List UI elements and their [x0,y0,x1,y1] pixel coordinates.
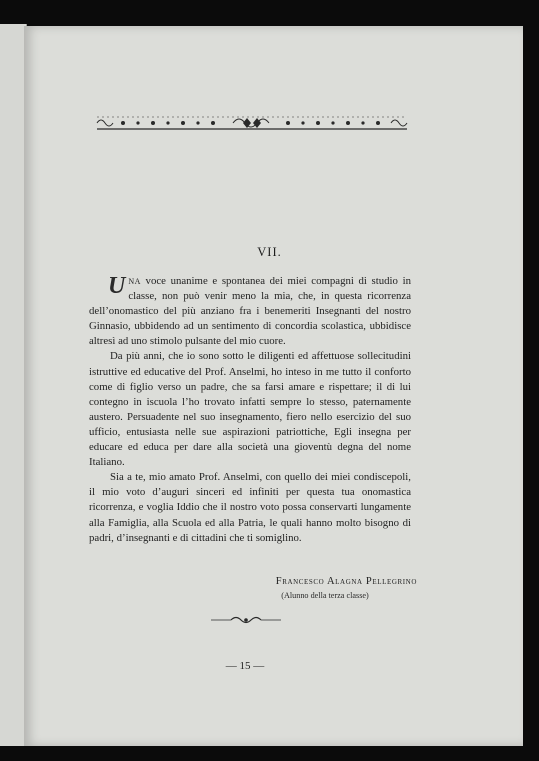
paragraph-1 [89,274,411,349]
drop-cap: U [108,273,126,299]
paragraph-2: Da più anni, che io sono sotto le diligenti ed affettuose sollecitudini istruttive ed educative del Prof. Anselmi, ho inteso in me tutto il conforto come di figlio verso un padre, che sa farsi amare e rispettare; il di lui contegno in iscuola l’ho trovato infatti sempre lo stesso, paternamente austero. Persuadente nel suo insegnamento, fiero nello esercizio del suo ufficio, entusiasta nelle sue aspirazioni patriottiche, Egli insegna per educare ed educa per dare alla società una gioventù degna del nome Italiano. [89,350,411,469]
page-number: — 15 — [225,660,265,672]
author-signature: Francesco Alagna Pellegrino [275,576,417,587]
facing-page-edge [0,24,27,746]
letter-body [89,274,411,546]
author-note: (Alunno della terza classe) [281,591,369,600]
decorative-header-border [93,113,411,133]
lead-word: na [128,275,141,287]
paragraph-1-text: voce unanime e spontanea dei miei compagni di studio in classe, non può venir meno la mia, che, in questa ricorrenza dell’onomastico del più anziano fra i benemeriti Insegnanti del nostro Ginnasio, ubbidendo ad un sentimento di concordia scolastica, ubbidisce altresì ad uno stimolo pulsante del mio cuore. [89,275,411,348]
paragraph-3: Sia a te, mio amato Prof. Anselmi, con quello dei miei condiscepoli, il mio voto d’auguri sinceri ed infiniti per questa tua onomastica ricorrenza, e voglia Iddio che il nostro voto possa conservarti lungamente alla Famiglia, alla Scuola ed alla Patria, le quali hanno molto bisogno di padri, d’insegnanti e di cittadini che ti somiglino. [89,471,411,544]
chapter-heading: VII. [257,245,282,259]
decorative-divider [211,614,281,626]
